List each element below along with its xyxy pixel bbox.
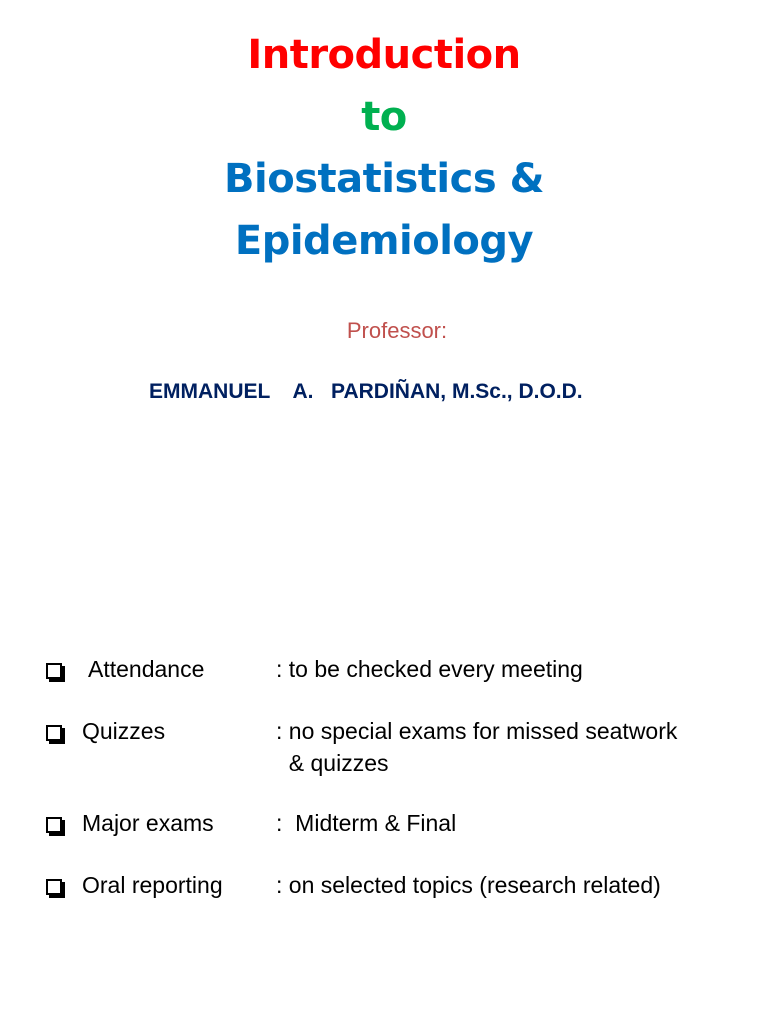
policy-item-oral-reporting <box>44 872 744 934</box>
checkbox-bullet-icon <box>46 663 62 679</box>
professor-name: EMMANUEL A. PARDIÑAN, M.Sc., D.O.D. <box>149 380 583 403</box>
policy-item-attendance <box>44 656 744 718</box>
policy-description <box>276 653 746 685</box>
slide-title <box>0 24 768 272</box>
policy-description <box>276 807 746 839</box>
title-to: to <box>361 94 407 140</box>
policy-description-line: : on selected topics (research related) <box>276 872 661 898</box>
title-biostatistics: Biostatistics & <box>224 156 544 202</box>
policy-description <box>276 715 746 779</box>
policy-label: Quizzes <box>82 718 166 744</box>
title-epidemiology: Epidemiology <box>234 218 534 264</box>
policy-description-line: & quizzes <box>276 750 389 776</box>
checkbox-bullet-icon <box>46 817 62 833</box>
policy-description-line: : Midterm & Final <box>276 810 457 836</box>
policy-description <box>276 869 746 901</box>
policy-description-line: : to be checked every meeting <box>276 656 583 682</box>
policy-label: Attendance <box>88 656 205 682</box>
checkbox-bullet-icon <box>46 879 62 895</box>
policy-item-major-exams <box>44 810 744 872</box>
policy-item-quizzes <box>44 718 744 810</box>
checkbox-bullet-icon <box>46 725 62 741</box>
title-introduction: Introduction <box>247 32 521 78</box>
policy-label: Major exams <box>82 810 214 836</box>
professor-label: Professor: <box>346 318 448 343</box>
policy-description-line: : no special exams for missed seatwork <box>276 718 678 744</box>
policy-label: Oral reporting <box>82 872 223 898</box>
policy-list <box>44 656 744 934</box>
